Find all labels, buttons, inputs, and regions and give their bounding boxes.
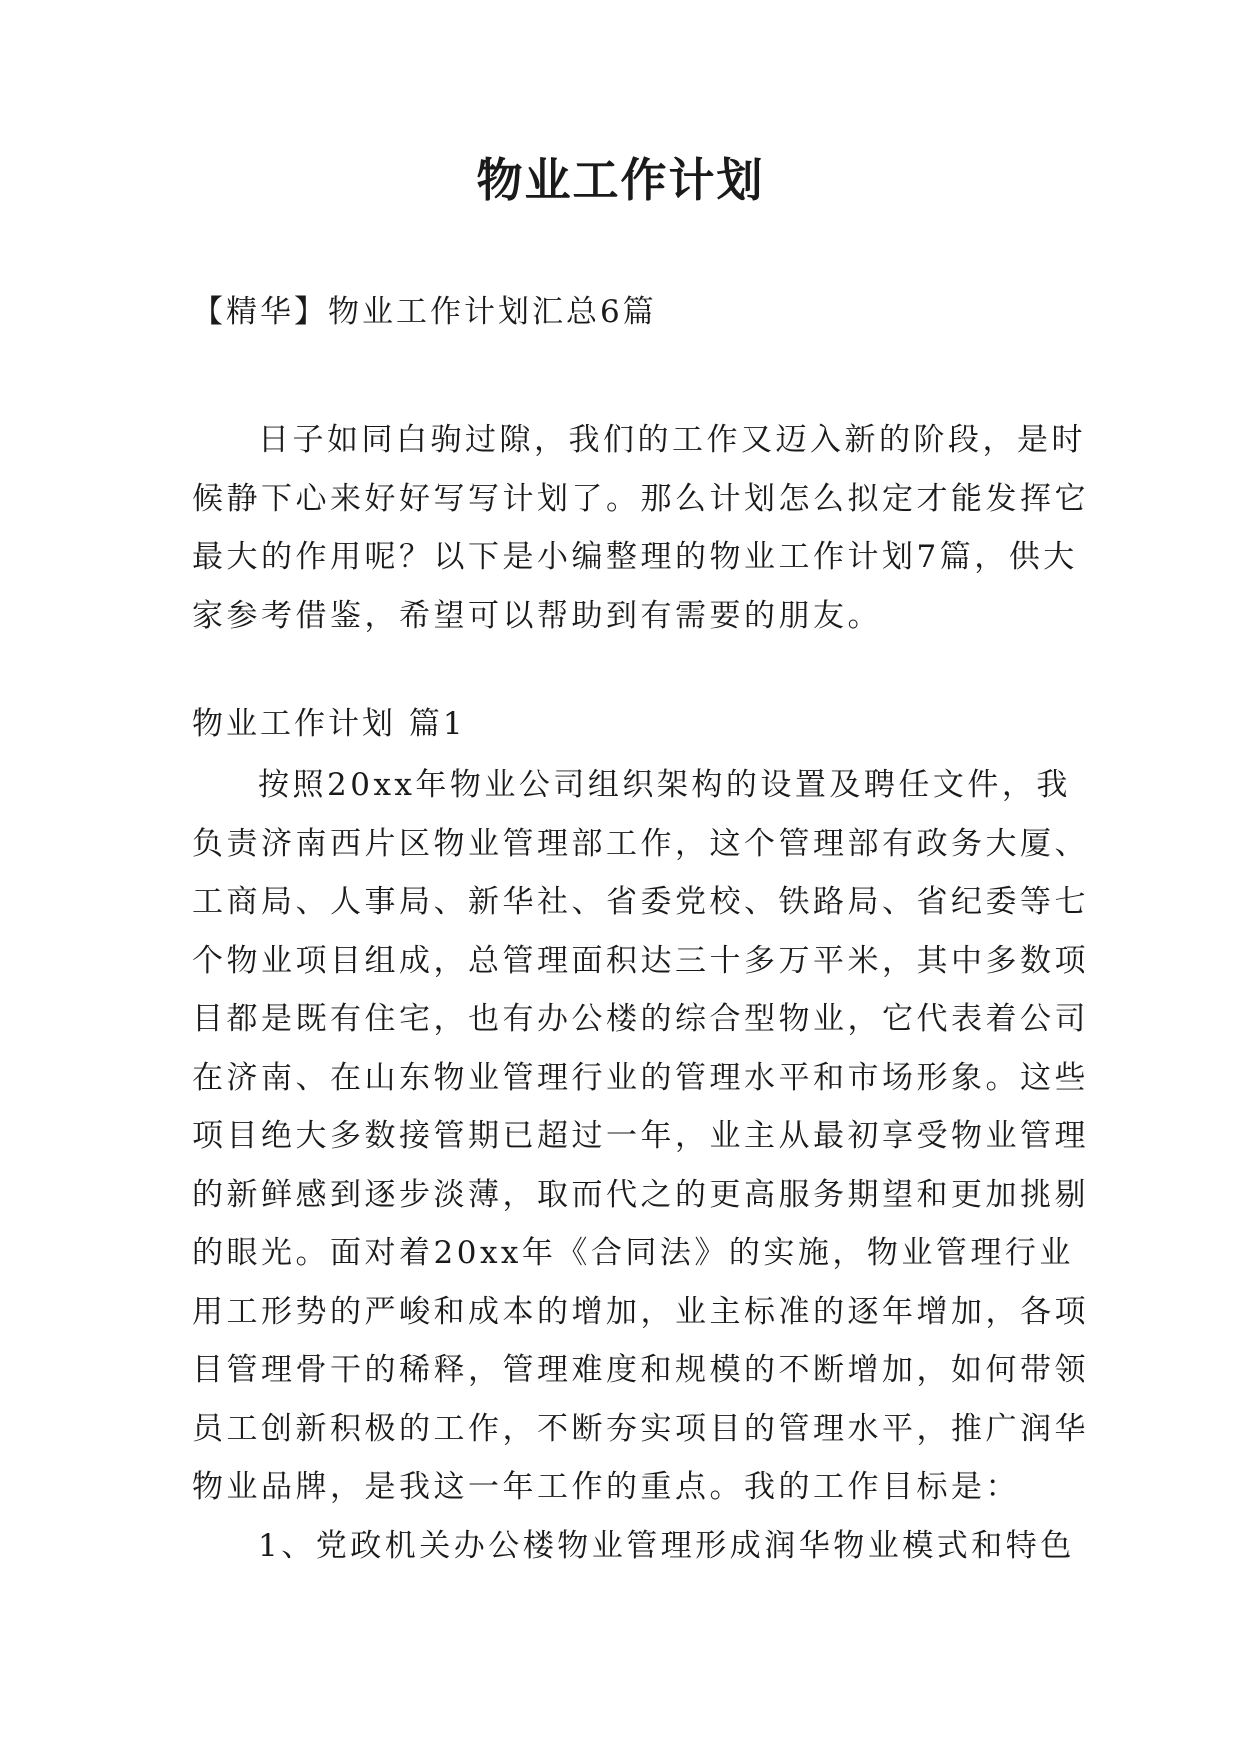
intro-paragraph: [192, 411, 1089, 645]
intro-line: 最大的作用呢？以下是小编整理的物业工作计划7篇，供大: [192, 539, 1078, 575]
body-line: 按照20xx年物业公司组织架构的设置及聘任文件，我: [258, 767, 1071, 803]
body-line: 在济南、在山东物业管理行业的管理水平和市场形象。这些: [192, 1059, 1089, 1096]
body-line: 负责济南西片区物业管理部工作，这个管理部有政务大厦、: [192, 825, 1089, 862]
document-title: 物业工作计划: [476, 153, 765, 207]
body-line: 的新鲜感到逐步淡薄，取而代之的更高服务期望和更加挑剔: [192, 1176, 1089, 1213]
body-line: 用工形势的严峻和成本的增加，业主标准的逐年增加，各项: [192, 1293, 1089, 1330]
body-line: 工商局、人事局、新华社、省委党校、铁路局、省纪委等七: [192, 884, 1089, 920]
body-line: 的眼光。面对着20xx年《合同法》的实施，物业管理行业: [192, 1235, 1074, 1271]
intro-line: 日子如同白驹过隙，我们的工作又迈入新的阶段，是时: [258, 422, 1086, 458]
body-line: 个物业项目组成，总管理面积达三十多万平米，其中多数项: [192, 942, 1089, 979]
body-line: 物业品牌，是我这一年工作的重点。我的工作目标是：: [192, 1469, 1020, 1505]
document-subtitle: 【精华】物业工作计划汇总6篇: [192, 294, 657, 330]
section-heading: 物业工作计划 篇1: [192, 706, 466, 742]
list-item: 1、党政机关办公楼物业管理形成润华物业模式和特色: [258, 1527, 1075, 1564]
body-line: 员工创新积极的工作，不断夯实项目的管理水平，推广润华: [192, 1410, 1089, 1447]
body-line: 目都是既有住宅，也有办公楼的综合型物业，它代表着公司: [192, 1001, 1089, 1037]
body-line: 项目绝大多数接管期已超过一年，业主从最初享受物业管理: [192, 1118, 1089, 1154]
intro-line: 候静下心来好好写写计划了。那么计划怎么拟定才能发挥它: [192, 480, 1089, 517]
intro-line: 家参考借鉴，希望可以帮助到有需要的朋友。: [192, 597, 882, 634]
body-line: 目管理骨干的稀释，管理难度和规模的不断增加，如何带领: [192, 1352, 1089, 1388]
section-body: [192, 756, 1089, 1575]
